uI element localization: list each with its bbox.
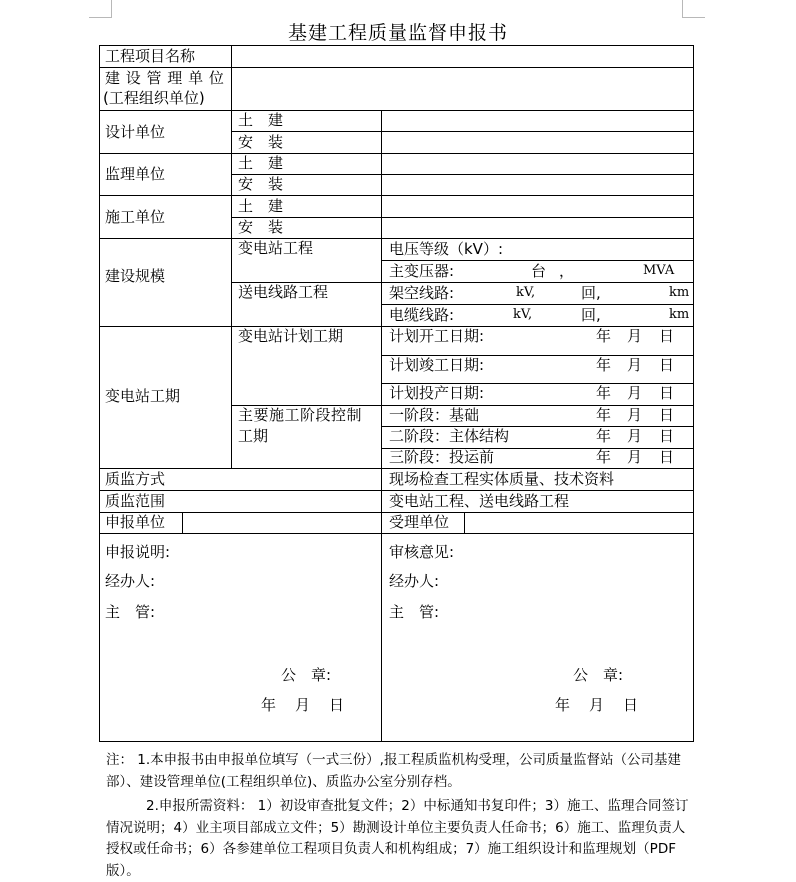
date-row-label: 计划竣工日期:: [389, 356, 485, 374]
document-title: 基建工程质量监督申报书: [287, 22, 508, 44]
design-install-field[interactable]: [383, 133, 691, 152]
review-opinion-label: 审核意见:: [389, 543, 455, 561]
page-corner-mark-right: [682, 0, 705, 18]
date-row[interactable]: [389, 426, 689, 446]
mva-unit-label: MVA: [643, 263, 675, 278]
date-row[interactable]: [389, 405, 689, 425]
applicant-field[interactable]: [184, 513, 379, 532]
row-divider: [99, 195, 694, 196]
qc-scope-label: 质监范围: [105, 492, 166, 510]
day-label: 日: [659, 406, 675, 424]
note-1-text: 注： 1.本申报书由申报单位填写（一式三份）,报工程质监机构受理，公司质量监督站（公司基建部）、建设管理单位(工程组织单位)、质监办公室分别存档。: [106, 752, 681, 790]
col-divider: [381, 533, 382, 742]
supervision-civil-label: 土 建: [238, 154, 284, 172]
design-unit-label: 设计单位: [105, 123, 166, 141]
cable-line-field[interactable]: [389, 305, 689, 325]
circuit-unit-label: 回,: [581, 306, 601, 324]
comma: ，: [559, 262, 575, 280]
col-divider: [231, 45, 232, 153]
construction-install-label: 安 装: [238, 218, 284, 236]
page-corner-mark-left: [89, 0, 112, 18]
mgmt-unit-label: 建 设 管 理 单 位: [105, 69, 225, 87]
mgmt-unit-field[interactable]: [233, 68, 691, 108]
supervision-civil-field[interactable]: [383, 154, 691, 173]
scale-label: 建设规模: [105, 267, 166, 285]
substation-project-label: 变电站工程: [238, 239, 314, 257]
stage-period-label: 主要施工阶段控制: [238, 406, 363, 424]
col-divider: [381, 238, 382, 533]
planned-period-label: 变电站计划工期: [238, 327, 344, 345]
month-label: 月: [627, 327, 643, 345]
unit-count-label: 台: [531, 262, 547, 280]
stage-period-sublabel: 工期: [238, 427, 269, 445]
cable-line-label: 电缆线路:: [389, 306, 455, 324]
design-civil-label: 土 建: [238, 111, 284, 129]
reviewer-handler-label: 经办人:: [389, 572, 440, 590]
supervision-install-field[interactable]: [383, 175, 691, 194]
applicant-label: 申报单位: [105, 513, 166, 531]
km-unit-label: km: [669, 285, 690, 300]
construction-install-field[interactable]: [383, 218, 691, 237]
date-row[interactable]: [389, 447, 689, 467]
reviewer-date-line: 年 月 日: [555, 696, 641, 714]
row-divider: [99, 533, 694, 534]
kv-unit-label: kV,: [516, 285, 536, 300]
main-transformer-field[interactable]: [389, 261, 689, 281]
design-civil-field[interactable]: [383, 111, 691, 130]
km-unit-label: km: [669, 307, 690, 322]
reviewer-supervisor-label: 主 管:: [389, 603, 440, 621]
applicant-note-label: 申报说明:: [105, 543, 171, 561]
date-row-label: 三阶段：投运前: [389, 448, 495, 466]
note-1: [106, 750, 694, 793]
year-label: 年: [596, 406, 612, 424]
day-label: 日: [659, 327, 675, 345]
overhead-line-label: 架空线路:: [389, 284, 455, 302]
month-label: 月: [627, 406, 643, 424]
year-label: 年: [596, 384, 612, 402]
col-divider: [464, 512, 465, 533]
circuit-unit-label: 回,: [581, 284, 601, 302]
col-divider: [231, 153, 232, 468]
year-label: 年: [596, 327, 612, 345]
year-label: 年: [596, 356, 612, 374]
date-row-label: 计划投产日期:: [389, 384, 485, 402]
mgmt-unit-sublabel: (工程组织单位): [103, 89, 205, 107]
day-label: 日: [659, 427, 675, 445]
month-label: 月: [627, 427, 643, 445]
date-row-label: 计划开工日期:: [389, 327, 485, 345]
day-label: 日: [659, 448, 675, 466]
construction-unit-label: 施工单位: [105, 208, 166, 226]
date-row-label: 一阶段：基础: [389, 406, 480, 424]
date-row-label: 二阶段：主体结构: [389, 427, 510, 445]
qc-scope-value: 变电站工程、送电线路工程: [389, 492, 570, 510]
month-label: 月: [627, 356, 643, 374]
period-label: 变电站工期: [105, 387, 181, 405]
main-transformer-label: 主变压器:: [389, 262, 455, 280]
construction-civil-label: 土 建: [238, 197, 284, 215]
day-label: 日: [659, 356, 675, 374]
transmission-project-label: 送电线路工程: [238, 283, 329, 301]
receiver-field[interactable]: [466, 513, 691, 532]
kv-unit-label: kV,: [513, 307, 533, 322]
design-install-label: 安 装: [238, 133, 284, 151]
applicant-date-line: 年 月 日: [261, 696, 347, 714]
month-label: 月: [627, 384, 643, 402]
qc-method-label: 质监方式: [105, 470, 166, 488]
year-label: 年: [596, 448, 612, 466]
applicant-seal-label: 公 章:: [281, 666, 332, 684]
year-label: 年: [596, 427, 612, 445]
col-divider: [182, 512, 183, 533]
col-divider: [381, 110, 382, 238]
date-row[interactable]: [389, 355, 689, 375]
note-2-text: 2.申报所需资料： 1）初设审查批复文件；2）中标通知书复印件；3）施工、监理合同签订情况说明；4）业主项目部成立文件；5）勘测设计单位主要负责人任命书；6）施工、监理负责人授权或任命书；6）各参建单位工程项目负责人和机构组成；7）施工组织设计和监理规划（PDF 版）。: [106, 798, 689, 879]
application-form-table: [99, 45, 694, 742]
voltage-level-label[interactable]: [389, 239, 503, 259]
date-row[interactable]: [389, 326, 689, 346]
receiver-label: 受理单位: [389, 513, 450, 531]
day-label: 日: [659, 384, 675, 402]
supervision-install-label: 安 装: [238, 175, 284, 193]
construction-civil-field[interactable]: [383, 197, 691, 216]
applicant-handler-label: 经办人:: [105, 572, 156, 590]
applicant-supervisor-label: 主 管:: [105, 603, 156, 621]
date-row[interactable]: [389, 383, 689, 403]
qc-method-value: 现场检查工程实体质量、技术资料: [389, 470, 615, 488]
month-label: 月: [627, 448, 643, 466]
note-2: [106, 796, 694, 882]
reviewer-seal-label: 公 章:: [573, 666, 624, 684]
project-name-label: 工程项目名称: [105, 47, 196, 65]
row-divider: [231, 131, 694, 132]
supervision-unit-label: 监理单位: [105, 165, 166, 183]
voltage-level-text: 电压等级（kV）:: [389, 240, 504, 258]
project-name-field[interactable]: [233, 46, 691, 66]
overhead-line-field[interactable]: [389, 283, 689, 303]
